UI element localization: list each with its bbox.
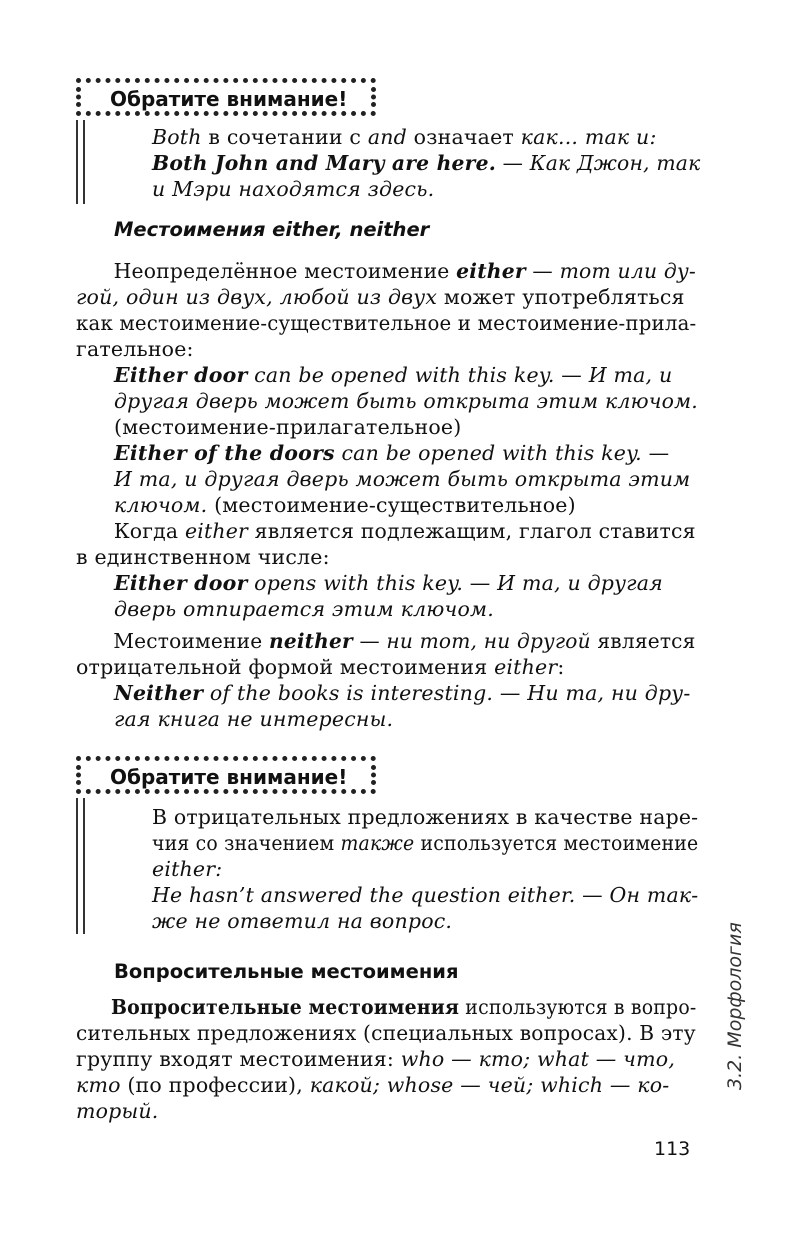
example-either-door: Either door can be opened with this key. — И та, и другая дверь может быть открыта этим ключом. (местоимение-прилагательное) <box>114 363 698 439</box>
example-either-of-the-doors: Either of the doors can be opened with this key. — И та, и другая дверь может быть открыта этим ключом. (местоимение-существительное) <box>114 441 691 517</box>
note-1-line: и Мэри находятся здесь. <box>152 177 435 201</box>
note-box-1 <box>76 78 376 116</box>
note-1-line: Both John and Mary are here. — Как Джон, так <box>152 151 701 175</box>
note-2-text: В отрицательных предложениях в качестве наре- чия со значением также используется местоимение either: He hasn’t answered the question either. — Он так- же не ответил на вопрос. <box>152 805 699 933</box>
paragraph-either-definition: Неопределённое местоимение either — тот или ду- гой, один из двух, любой из двух может употребляться как местоимение-существительное и местоимение-прила- гательное: <box>76 259 697 361</box>
example-either-door-opens: Either door opens with this key. — И та, и другая дверь отпирается этим ключом. <box>114 571 663 621</box>
section-heading-interrogative: Вопросительные местоимения <box>114 960 459 983</box>
example-neither-books: Neither of the books is interesting. — Ни та, ни дру- гая книга не интересны. <box>114 681 691 731</box>
paragraph-either-subject: Когда either является подлежащим, глагол ставится в единственном числе: <box>76 519 696 569</box>
note-1-text <box>152 124 700 202</box>
note-1-line: Both в сочетании с and означает как... так и: <box>152 125 657 149</box>
chapter-side-label: 3.2. Морфология <box>724 922 746 1090</box>
paragraph-interrogative: Вопросительные местоимения используются в вопро- сительных предложениях (специальных вопросах). В эту группу входят местоимения: who — кто; what — что, кто (по профессии), какой; whose — чей; which — ко- торый. <box>76 995 697 1123</box>
note-title: Обратите внимание! <box>110 87 348 111</box>
page-number: 113 <box>654 1138 691 1160</box>
note-bar-1 <box>76 120 79 204</box>
note-box-border-left <box>76 87 81 107</box>
note-bar-2 <box>76 798 79 934</box>
note-title: Обратите внимание! <box>110 765 348 789</box>
paragraph-neither: Местоимение neither — ни тот, ни другой является отрицательной формой местоимения either: <box>76 629 696 679</box>
note-box-border-right <box>371 765 376 785</box>
note-box-2 <box>76 756 376 794</box>
note-box-border-right <box>371 87 376 107</box>
note-box-border-left <box>76 765 81 785</box>
section-heading-either-neither: Местоимения either, neither <box>114 218 430 241</box>
